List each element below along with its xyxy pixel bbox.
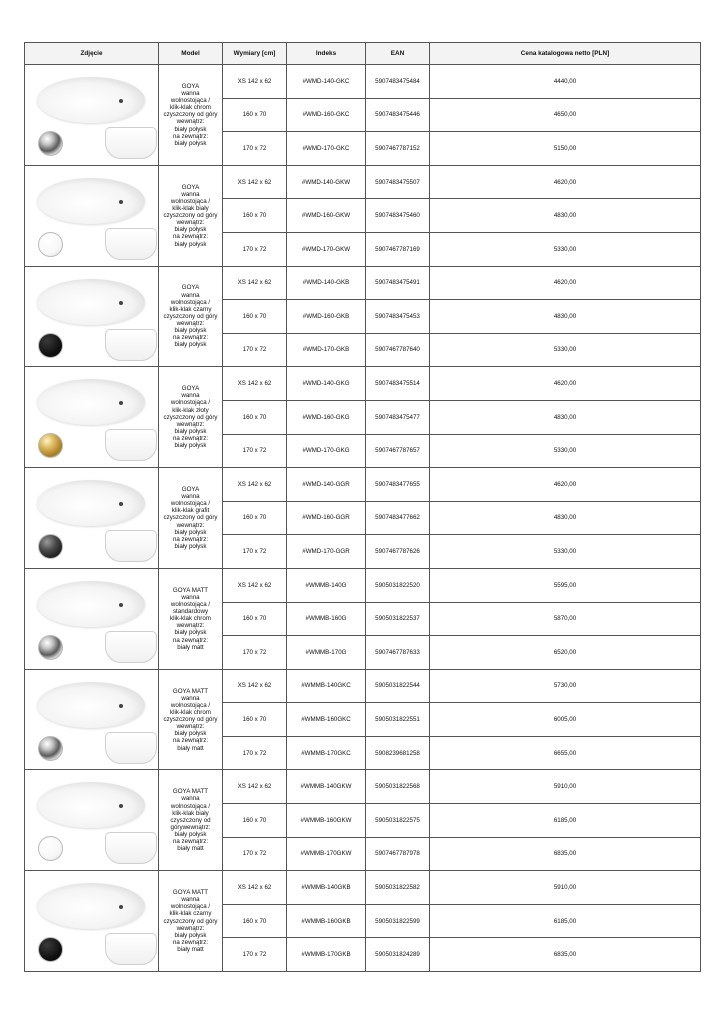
index-cell: #WMD-140-GGR xyxy=(287,468,366,502)
dimensions-cell: XS 142 x 62 xyxy=(223,65,287,99)
drain-icon xyxy=(119,704,123,708)
bathtub-side-view-image xyxy=(105,127,157,159)
product-photo xyxy=(25,669,159,770)
dimensions-cell: XS 142 x 62 xyxy=(223,165,287,199)
finish-swatch-icon xyxy=(38,131,63,156)
finish-swatch-icon xyxy=(38,534,63,559)
bathtub-top-view-image xyxy=(37,883,145,929)
model-cell xyxy=(159,367,223,468)
index-cell: #WMMB-160G xyxy=(287,602,366,636)
price-cell: 5870,00 xyxy=(430,602,701,636)
price-cell: 5330,00 xyxy=(430,232,701,266)
price-cell: 6185,00 xyxy=(430,904,701,938)
model-description: wanna wolnostojąca / klik-klak chrom czyszczony od góry wewnątrz: biały połysk na zewnątrz: biały matt xyxy=(163,694,218,752)
bathtub-top-view-image xyxy=(37,77,145,123)
model-cell xyxy=(159,468,223,569)
dimensions-cell: XS 142 x 62 xyxy=(223,266,287,300)
model-name: GOYA xyxy=(181,82,200,90)
bathtub-top-view-image xyxy=(37,279,145,325)
dimensions-cell: 170 x 72 xyxy=(223,434,287,468)
price-cell: 5595,00 xyxy=(430,568,701,602)
ean-cell: 5907483475477 xyxy=(366,400,430,434)
ean-cell: 5905031822582 xyxy=(366,871,430,905)
price-cell: 6185,00 xyxy=(430,804,701,838)
price-cell: 5730,00 xyxy=(430,669,701,703)
index-cell: #WMMB-160GKW xyxy=(287,804,366,838)
ean-cell: 5907467787633 xyxy=(366,636,430,670)
dimensions-cell: 160 x 70 xyxy=(223,300,287,334)
ean-cell: 5907483475514 xyxy=(366,367,430,401)
header-dimensions: Wymiary [cm] xyxy=(223,43,287,65)
index-cell: #WMMB-160GKB xyxy=(287,904,366,938)
model-name: GOYA xyxy=(181,183,200,191)
price-cell: 4830,00 xyxy=(430,501,701,535)
finish-swatch-icon xyxy=(38,937,63,962)
dimensions-cell: XS 142 x 62 xyxy=(223,871,287,905)
index-cell: #WMMB-160GKC xyxy=(287,703,366,737)
price-cell: 5330,00 xyxy=(430,434,701,468)
price-cell: 6655,00 xyxy=(430,736,701,770)
finish-swatch-icon xyxy=(38,333,63,358)
ean-cell: 5907467787626 xyxy=(366,535,430,569)
ean-cell: 5907467787152 xyxy=(366,132,430,166)
dimensions-cell: 160 x 70 xyxy=(223,904,287,938)
ean-cell: 5905031822568 xyxy=(366,770,430,804)
header-model: Model xyxy=(159,43,223,65)
finish-swatch-icon xyxy=(38,635,63,660)
dimensions-cell: XS 142 x 62 xyxy=(223,468,287,502)
dimensions-cell: XS 142 x 62 xyxy=(223,770,287,804)
table-row xyxy=(25,367,701,401)
dimensions-cell: 160 x 70 xyxy=(223,501,287,535)
index-cell: #WMD-170-GKW xyxy=(287,232,366,266)
table-row xyxy=(25,669,701,703)
price-cell: 6520,00 xyxy=(430,636,701,670)
model-cell xyxy=(159,669,223,770)
product-photo xyxy=(25,770,159,871)
ean-cell: 5907467787640 xyxy=(366,333,430,367)
table-row xyxy=(25,65,701,99)
model-cell xyxy=(159,266,223,367)
dimensions-cell: XS 142 x 62 xyxy=(223,669,287,703)
bathtub-side-view-image xyxy=(105,530,157,562)
model-description: wanna wolnostojąca / klik-klak biały czyszczony od góry wewnątrz: biały połysk na zewnątrz: biały połysk xyxy=(163,190,218,248)
price-cell: 5330,00 xyxy=(430,535,701,569)
model-description: wanna wolnostojąca / standardowy klik-klak chrom wewnątrz: biały połysk na zewnątrz: biały matt xyxy=(170,593,211,651)
ean-cell: 5905031822575 xyxy=(366,804,430,838)
model-description: wanna wolnostojąca / klik-klak chrom czyszczony od góry wewnątrz: biały połysk na zewnątrz: biały połysk xyxy=(163,89,218,147)
bathtub-side-view-image xyxy=(105,832,157,864)
dimensions-cell: 160 x 70 xyxy=(223,703,287,737)
price-cell: 4620,00 xyxy=(430,266,701,300)
model-name: GOYA xyxy=(181,485,200,493)
model-cell xyxy=(159,871,223,972)
index-cell: #WMMB-170GKC xyxy=(287,736,366,770)
header-photo: Zdjęcie xyxy=(25,43,159,65)
ean-cell: 5908239681258 xyxy=(366,736,430,770)
index-cell: #WMD-170-GKC xyxy=(287,132,366,166)
ean-cell: 5905031822520 xyxy=(366,568,430,602)
dimensions-cell: 170 x 72 xyxy=(223,535,287,569)
dimensions-cell: 160 x 70 xyxy=(223,199,287,233)
price-cell: 5910,00 xyxy=(430,770,701,804)
ean-cell: 5905031822537 xyxy=(366,602,430,636)
index-cell: #WMD-140-GKB xyxy=(287,266,366,300)
index-cell: #WMD-160-GKW xyxy=(287,199,366,233)
bathtub-side-view-image xyxy=(105,933,157,965)
ean-cell: 5907483475507 xyxy=(366,165,430,199)
ean-cell: 5907483475446 xyxy=(366,98,430,132)
table-row xyxy=(25,165,701,199)
model-description: wanna wolnostojąca / klik-klak złoty czyszczony od góry wewnątrz: biały połysk na zewnątrz: biały połysk xyxy=(163,392,218,450)
index-cell: #WMMB-140GKC xyxy=(287,669,366,703)
finish-swatch-icon xyxy=(38,232,63,257)
bathtub-side-view-image xyxy=(105,631,157,663)
dimensions-cell: 160 x 70 xyxy=(223,400,287,434)
ean-cell: 5905031822544 xyxy=(366,669,430,703)
ean-cell: 5907467787978 xyxy=(366,837,430,871)
model-name: GOYA xyxy=(181,385,200,393)
bathtub-top-view-image xyxy=(37,782,145,828)
product-photo xyxy=(25,266,159,367)
price-cell: 4830,00 xyxy=(430,199,701,233)
index-cell: #WMMB-170G xyxy=(287,636,366,670)
ean-cell: 5907483475491 xyxy=(366,266,430,300)
model-name: GOYA MATT xyxy=(172,687,209,695)
dimensions-cell: 170 x 72 xyxy=(223,333,287,367)
bathtub-top-view-image xyxy=(37,682,145,728)
dimensions-cell: XS 142 x 62 xyxy=(223,367,287,401)
finish-swatch-icon xyxy=(38,736,63,761)
model-name: GOYA MATT xyxy=(172,889,209,897)
price-cell: 6005,00 xyxy=(430,703,701,737)
dimensions-cell: 160 x 70 xyxy=(223,602,287,636)
index-cell: #WMD-170-GKG xyxy=(287,434,366,468)
header-ean: EAN xyxy=(366,43,430,65)
index-cell: #WMMB-170GKB xyxy=(287,938,366,972)
table-row xyxy=(25,266,701,300)
drain-icon xyxy=(119,603,123,607)
price-cell: 5150,00 xyxy=(430,132,701,166)
bathtub-side-view-image xyxy=(105,732,157,764)
price-cell: 6835,00 xyxy=(430,837,701,871)
product-photo xyxy=(25,367,159,468)
index-cell: #WMD-160-GKB xyxy=(287,300,366,334)
price-cell: 5330,00 xyxy=(430,333,701,367)
bathtub-side-view-image xyxy=(105,429,157,461)
product-photo xyxy=(25,65,159,166)
price-cell: 4620,00 xyxy=(430,165,701,199)
dimensions-cell: 170 x 72 xyxy=(223,232,287,266)
model-name: GOYA MATT xyxy=(172,788,209,796)
bathtub-top-view-image xyxy=(37,379,145,425)
ean-cell: 5907483475453 xyxy=(366,300,430,334)
ean-cell: 5907483475484 xyxy=(366,65,430,99)
index-cell: #WMD-140-GKW xyxy=(287,165,366,199)
index-cell: #WMD-160-GGR xyxy=(287,501,366,535)
product-photo xyxy=(25,468,159,569)
index-cell: #WMMB-140GKB xyxy=(287,871,366,905)
ean-cell: 5907467787657 xyxy=(366,434,430,468)
price-cell: 4830,00 xyxy=(430,300,701,334)
index-cell: #WMMB-140G xyxy=(287,568,366,602)
index-cell: #WMD-140-GKG xyxy=(287,367,366,401)
model-cell xyxy=(159,65,223,166)
product-photo xyxy=(25,568,159,669)
bathtub-top-view-image xyxy=(37,581,145,627)
product-photo xyxy=(25,871,159,972)
model-cell xyxy=(159,165,223,266)
price-cell: 6835,00 xyxy=(430,938,701,972)
model-description: wanna wolnostojąca / klik-klak grafit czyszczony od góry wewnątrz: biały połysk na zewnątrz: biały połysk xyxy=(163,493,218,550)
model-name: GOYA xyxy=(181,284,200,292)
price-cell: 4440,00 xyxy=(430,65,701,99)
index-cell: #WMD-160-GKG xyxy=(287,400,366,434)
ean-cell: 5907483477662 xyxy=(366,501,430,535)
price-cell: 5910,00 xyxy=(430,871,701,905)
price-cell: 4620,00 xyxy=(430,468,701,502)
drain-icon xyxy=(119,301,123,305)
drain-icon xyxy=(119,99,123,103)
model-cell xyxy=(159,770,223,871)
price-cell: 4650,00 xyxy=(430,98,701,132)
table-row xyxy=(25,468,701,502)
bathtub-side-view-image xyxy=(105,329,157,361)
model-description: wanna wolnostojąca / klik-klak czarny czyszczony od góry wewnątrz: biały połysk na zewnątrz: biały matt xyxy=(163,896,218,954)
ean-cell: 5907467787169 xyxy=(366,232,430,266)
ean-cell: 5905031822599 xyxy=(366,904,430,938)
bathtub-side-view-image xyxy=(105,228,157,260)
index-cell: #WMD-170-GKB xyxy=(287,333,366,367)
price-cell: 4620,00 xyxy=(430,367,701,401)
ean-cell: 5905031822551 xyxy=(366,703,430,737)
model-description: wanna wolnostojąca / klik-klak biały czyszczony od góry​wewnątrz: biały połysk na zewnątrz: biały matt xyxy=(170,795,211,853)
ean-cell: 5905031824289 xyxy=(366,938,430,972)
dimensions-cell: 170 x 72 xyxy=(223,938,287,972)
dimensions-cell: 170 x 72 xyxy=(223,736,287,770)
bathtub-top-view-image xyxy=(37,480,145,526)
model-name: GOYA MATT xyxy=(172,586,209,594)
table-row xyxy=(25,568,701,602)
index-cell: #WMD-140-GKC xyxy=(287,65,366,99)
product-photo xyxy=(25,165,159,266)
index-cell: #WMMB-140GKW xyxy=(287,770,366,804)
table-row xyxy=(25,770,701,804)
ean-cell: 5907483475460 xyxy=(366,199,430,233)
dimensions-cell: 160 x 70 xyxy=(223,98,287,132)
finish-swatch-icon xyxy=(38,836,63,861)
price-cell: 4830,00 xyxy=(430,400,701,434)
dimensions-cell: 170 x 72 xyxy=(223,636,287,670)
dimensions-cell: XS 142 x 62 xyxy=(223,568,287,602)
finish-swatch-icon xyxy=(38,433,63,458)
drain-icon xyxy=(119,200,123,204)
model-cell xyxy=(159,568,223,669)
dimensions-cell: 170 x 72 xyxy=(223,132,287,166)
header-index: Indeks xyxy=(287,43,366,65)
dimensions-cell: 160 x 70 xyxy=(223,804,287,838)
dimensions-cell: 170 x 72 xyxy=(223,837,287,871)
table-row xyxy=(25,871,701,905)
model-description: wanna wolnostojąca / klik-klak czarny czyszczony od góry wewnątrz: biały połysk na zewnątrz: biały połysk xyxy=(163,291,218,349)
header-row xyxy=(25,43,701,65)
bathtub-top-view-image xyxy=(37,178,145,224)
index-cell: #WMMB-170GKW xyxy=(287,837,366,871)
header-price: Cena katalogowa netto [PLN] xyxy=(430,43,701,65)
price-list-table xyxy=(24,42,701,972)
ean-cell: 5907483477655 xyxy=(366,468,430,502)
index-cell: #WMD-170-GGR xyxy=(287,535,366,569)
index-cell: #WMD-160-GKC xyxy=(287,98,366,132)
